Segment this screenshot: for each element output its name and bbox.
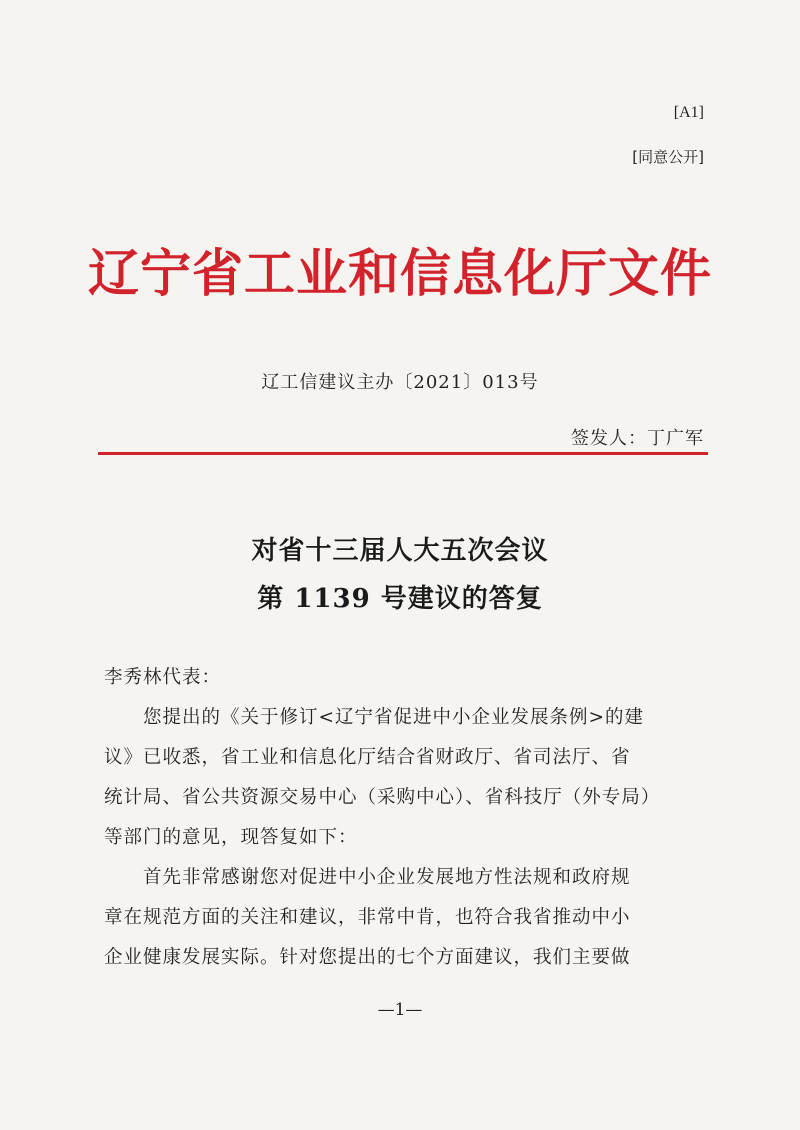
body-line: 首先非常感谢您对促进中小企业发展地方性法规和政府规 <box>104 867 631 888</box>
body-line: 议》已收悉，省工业和信息化厅结合省财政厅、省司法厅、省 <box>104 747 631 768</box>
body-line: 章在规范方面的关注和建议，非常中肯，也符合我省推动中小 <box>104 907 631 928</box>
issuer-title: 辽宁省工业和信息化厅文件 <box>87 244 712 304</box>
classification-label: [A1] <box>673 104 704 121</box>
signer-line: 签发人：丁广军 <box>571 428 704 449</box>
body-paragraphs <box>104 703 704 1003</box>
document-number: 辽工信建议主办〔2021〕013号 <box>261 372 539 393</box>
body-line: 企业健康发展实际。针对您提出的七个方面建议，我们主要做 <box>104 947 631 968</box>
red-divider <box>98 452 708 455</box>
body-line: 统计局、省公共资源交易中心（采购中心）、省科技厅（外专局） <box>104 787 661 808</box>
disclosure-label: [同意公开] <box>632 148 704 166</box>
body-line: 等部门的意见，现答复如下： <box>104 827 358 848</box>
reply-title-line-2: 第 1139 号建议的答复 <box>257 584 543 614</box>
salutation: 李秀林代表： <box>104 667 222 688</box>
body-line: 您提出的《关于修订<辽宁省促进中小企业发展条例>的建 <box>104 707 645 728</box>
page-number: —1— <box>377 1000 423 1020</box>
reply-title-line-1: 对省十三届人大五次会议 <box>251 536 549 566</box>
